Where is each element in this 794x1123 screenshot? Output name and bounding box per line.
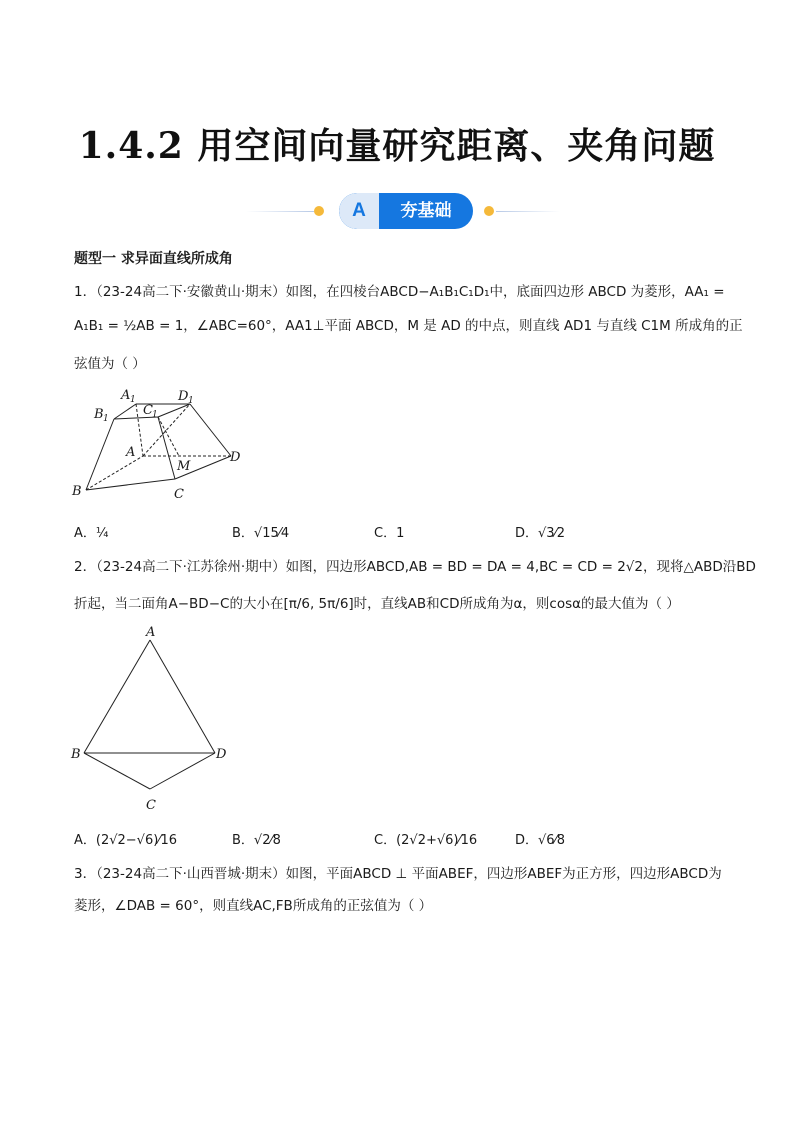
edge-ab — [84, 640, 150, 753]
edge-bc — [84, 753, 150, 789]
problem-1-option-a[interactable]: A．¼ — [74, 526, 109, 541]
label-a: A — [126, 445, 136, 460]
problem-1-option-c[interactable]: C．1 — [374, 526, 405, 541]
label-c: C — [146, 798, 156, 813]
label-b1: B — [94, 407, 104, 422]
decorative-line — [246, 211, 314, 212]
edge-ad — [150, 640, 215, 753]
edge-bc — [86, 479, 175, 490]
section-title: 题型一 求异面直线所成角 — [74, 251, 233, 267]
edge-dd1 — [190, 404, 231, 456]
problem-1-option-b[interactable]: B．√15⁄4 — [232, 526, 290, 541]
problem-1-option-d[interactable]: D．√3⁄2 — [515, 526, 566, 541]
label-sub: 1 — [103, 414, 109, 424]
problem-2-option-b[interactable]: B．√2⁄8 — [232, 833, 281, 848]
quadrilateral-figure — [66, 622, 242, 820]
label-sub: 1 — [130, 395, 136, 405]
label-a1: A — [121, 388, 131, 403]
problem-3-line-1: 3．（23-24高二下·山西晋城·期末）如图，平面ABCD ⊥ 平面ABEF，四边形ABEF为正方形，四边形ABCD为 — [74, 866, 722, 882]
edge-a1b1 — [114, 404, 136, 419]
decorative-dot — [484, 206, 494, 216]
label-d: D — [216, 747, 227, 762]
problem-3-line-2: 菱形，∠DAB = 60°，则直线AC,FB所成角的正弦值为（ ） — [74, 898, 433, 914]
label-b: B — [72, 484, 82, 499]
frustum-vertex-labels — [71, 388, 241, 502]
problem-2-option-d[interactable]: D．√6⁄8 — [515, 833, 566, 848]
problem-2-option-a[interactable]: A．(2√2−√6)⁄16 — [74, 833, 178, 848]
edge-cc1 — [158, 417, 175, 479]
label-sub: 1 — [188, 396, 194, 406]
badge-text: 夯基础 — [400, 201, 452, 221]
frustum-figure — [66, 384, 256, 508]
decorative-line — [496, 211, 560, 212]
edge-bb1 — [86, 419, 114, 490]
decorative-dot — [314, 206, 324, 216]
label-m: M — [177, 459, 191, 474]
level-badge — [339, 193, 473, 229]
badge-letter: A — [339, 193, 379, 229]
problem-2-option-c[interactable]: C．(2√2+√6)⁄16 — [374, 833, 478, 848]
problem-1-line-2: A₁B₁ = ½AB = 1，∠ABC=60°，AA1⊥平面 ABCD，M 是 AD 的中点，则直线 AD1 与直线 C1M 所成角的正 — [74, 318, 743, 334]
edge-c1d1 — [158, 404, 190, 417]
page-title: 1.4.2 用空间向量研究距离、夹角问题 — [78, 125, 716, 167]
level-badge-row — [0, 193, 794, 229]
label-d1: D — [178, 389, 189, 404]
edge-aa1 — [136, 404, 143, 456]
edge-ab — [86, 456, 143, 490]
label-sub: 1 — [152, 410, 158, 420]
edge-cd — [150, 753, 215, 789]
label-c1: C — [143, 403, 153, 418]
problem-2-line-2: 折起，当二面角A−BD−C的大小在[π/6, 5π/6]时，直线AB和CD所成角为α，则cosα的最大值为（ ） — [74, 596, 680, 612]
label-d: D — [230, 450, 241, 465]
problem-1-line-1: 1．（23-24高二下·安徽黄山·期末）如图，在四棱台ABCD−A₁B₁C₁D₁中，底面四边形 ABCD 为菱形，AA₁ = — [74, 284, 725, 300]
label-a: A — [146, 625, 156, 640]
quadrilateral-vertex-labels — [70, 625, 227, 813]
label-b: B — [71, 747, 81, 762]
problem-2-line-1: 2．（23-24高二下·江苏徐州·期中）如图，四边形ABCD,AB = BD = DA = 4,BC = CD = 2√2，现将△ABD沿BD — [74, 559, 756, 575]
label-c: C — [174, 487, 184, 502]
problem-1-line-3: 弦值为（ ） — [74, 356, 146, 372]
